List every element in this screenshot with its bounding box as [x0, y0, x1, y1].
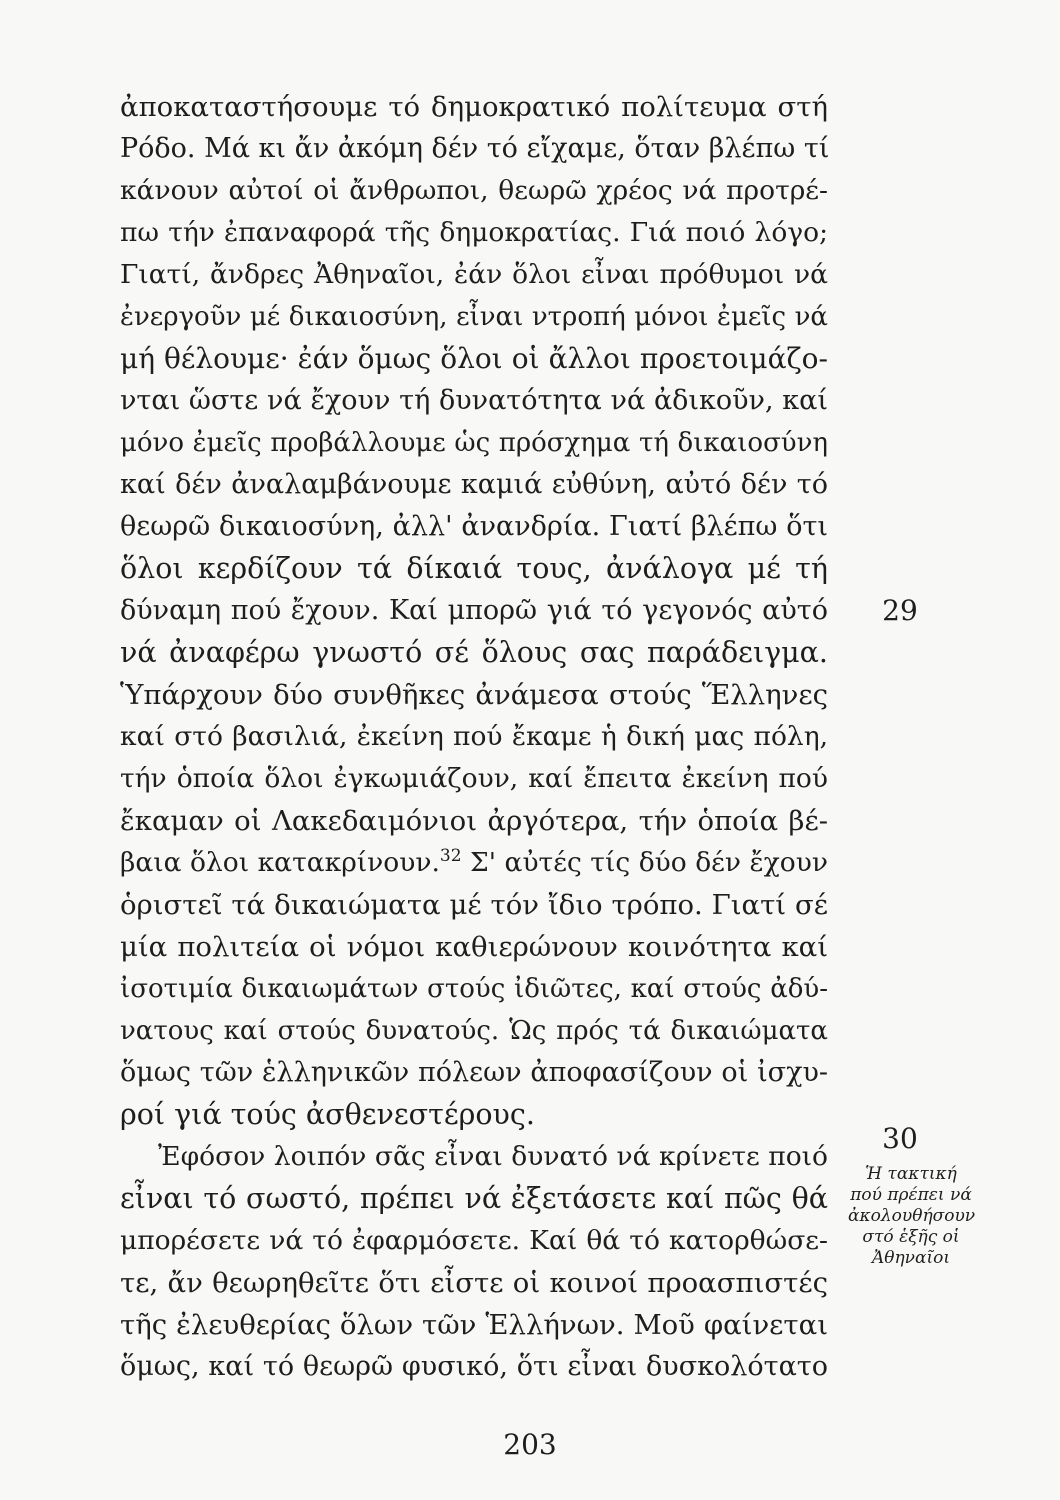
text-line-17: τήν ὁποία ὅλοι ἐγκωμιάζουν, καί ἔπειτα ἐκείνη πού	[120, 763, 828, 794]
text-line-13: δύναμη πού ἔχουν. Καί μπορῶ γιά τό γεγονός αὐτό	[120, 595, 828, 626]
text-line-22: ἰσοτιμία δικαιωμάτων στούς ἰδιῶτες, καί στούς ἀδύ-	[120, 974, 828, 1004]
text-line-7: μή θέλουμε· ἐάν ὅμως ὅλοι οἱ ἄλλοι προετοιμάζο-	[120, 342, 828, 375]
text-line-20: ὁριστεῖ τά δικαιώματα μέ τόν ἴδιο τρόπο. Γιατί σέ	[120, 889, 828, 921]
text-line-9: μόνο ἐμεῖς προβάλλουμε ὡς πρόσχημα τή δικαιοσύνη	[120, 428, 828, 458]
text-line-12: ὅλοι κερδίζουν τά δίκαιά τους, ἀνάλογα μέ τή	[120, 552, 828, 585]
text-line-4: πω τήν ἐπαναφορά τῆς δημοκρατίας. Γιά ποιό λόγο;	[120, 217, 828, 248]
text-line-16: καί στό βασιλιά, ἐκείνη πού ἔκαμε ἡ δική μας πόλη,	[120, 721, 828, 752]
text-line-18: ἔκαμαν οἱ Λακεδαιμόνιοι ἀργότερα, τήν ὁποία βέ-	[120, 805, 828, 837]
text-line-31: ὅμως, καί τό θεωρῶ φυσικό, ὅτι εἶναι δυσκολότατο	[120, 1351, 828, 1382]
margin-section-number-30: 30	[882, 1122, 918, 1155]
margin-note-line-5: Ἀθηναῖοι	[871, 1248, 951, 1268]
margin-note-line-3: ἀκολουθήσουν	[848, 1206, 976, 1226]
text-line-24: ὅμως τῶν ἑλληνικῶν πόλεων ἀποφασίζουν οἱ ἰσχυ-	[120, 1057, 828, 1088]
text-line-11: θεωρῶ δικαιοσύνη, ἀλλ' ἀνανδρία. Γιατί βλέπω ὅτι	[120, 511, 828, 542]
text-line-19-end: Σ' αὐτές τίς δύο δέν ἔχουν	[461, 847, 828, 878]
text-line-30: τῆς ἐλευθερίας ὅλων τῶν Ἑλλήνων. Μοῦ φαίνεται	[120, 1309, 828, 1341]
text-line-27: εἶναι τό σωστό, πρέπει νά ἐξετάσετε καί πῶς θά	[120, 1182, 828, 1215]
text-line-2: Ρόδο. Μά κι ἄν ἀκόμη δέν τό εἴχαμε, ὅταν βλέπω τί	[120, 133, 830, 164]
text-line-19	[120, 842, 828, 884]
margin-note-line-4: στό ἑξῆς οἱ	[862, 1227, 960, 1247]
text-line-3: κάνουν αὐτοί οἱ ἄνθρωποι, θεωρῶ χρέος νά προτρέ-	[120, 175, 828, 206]
margin-note-line-1: Ἡ τακτική	[865, 1164, 957, 1184]
text-line-26: Ἐφόσον λοιπόν σᾶς εἶναι δυνατό νά κρίνετε ποιό	[158, 1141, 828, 1172]
margin-section-number-29: 29	[882, 594, 918, 627]
text-line-21: μία πολιτεία οἱ νόμοι καθιερώνουν κοινότητα καί	[120, 931, 828, 963]
text-line-10: καί δέν ἀναλαμβάνουμε καμιά εὐθύνη, αὐτό δέν τό	[120, 469, 828, 500]
text-line-8: νται ὥστε νά ἔχουν τή δυνατότητα νά ἀδικοῦν, καί	[120, 385, 828, 416]
text-line-19-start: βαια ὅλοι κατακρίνουν.	[120, 847, 440, 878]
text-line-14: νά ἀναφέρω γνωστό σέ ὅλους σας παράδειγμα.	[120, 636, 828, 669]
text-line-6: ἐνεργοῦν μέ δικαιοσύνη, εἶναι ντροπή μόνοι ἐμεῖς νά	[120, 302, 828, 332]
text-line-29: τε, ἄν θεωρηθεῖτε ὅτι εἶστε οἱ κοινοί προασπιστές	[120, 1267, 828, 1299]
margin-note-line-2: πού πρέπει νά	[850, 1185, 972, 1205]
text-line-1: ἀποκαταστήσουμε τό δημοκρατικό πολίτευμα στή	[120, 91, 828, 123]
text-line-28: μπορέσετε νά τό ἐφαρμόσετε. Καί θά τό κατορθώσε-	[120, 1225, 828, 1256]
text-line-5: Γιατί, ἄνδρες Ἀθηναῖοι, ἐάν ὅλοι εἶναι πρόθυμοι νά	[120, 259, 828, 290]
text-line-15: Ὑπάρχουν δύο συνθῆκες ἀνάμεσα στούς Ἕλληνες	[120, 679, 828, 711]
footnote-reference: 32	[439, 846, 462, 867]
text-line-25: ροί γιά τούς ἀσθενεστέρους.	[120, 1098, 535, 1131]
text-line-23: νατους καί στούς δυνατούς. Ὡς πρός τά δικαιώματα	[120, 1016, 828, 1046]
page-number: 203	[503, 1428, 557, 1461]
